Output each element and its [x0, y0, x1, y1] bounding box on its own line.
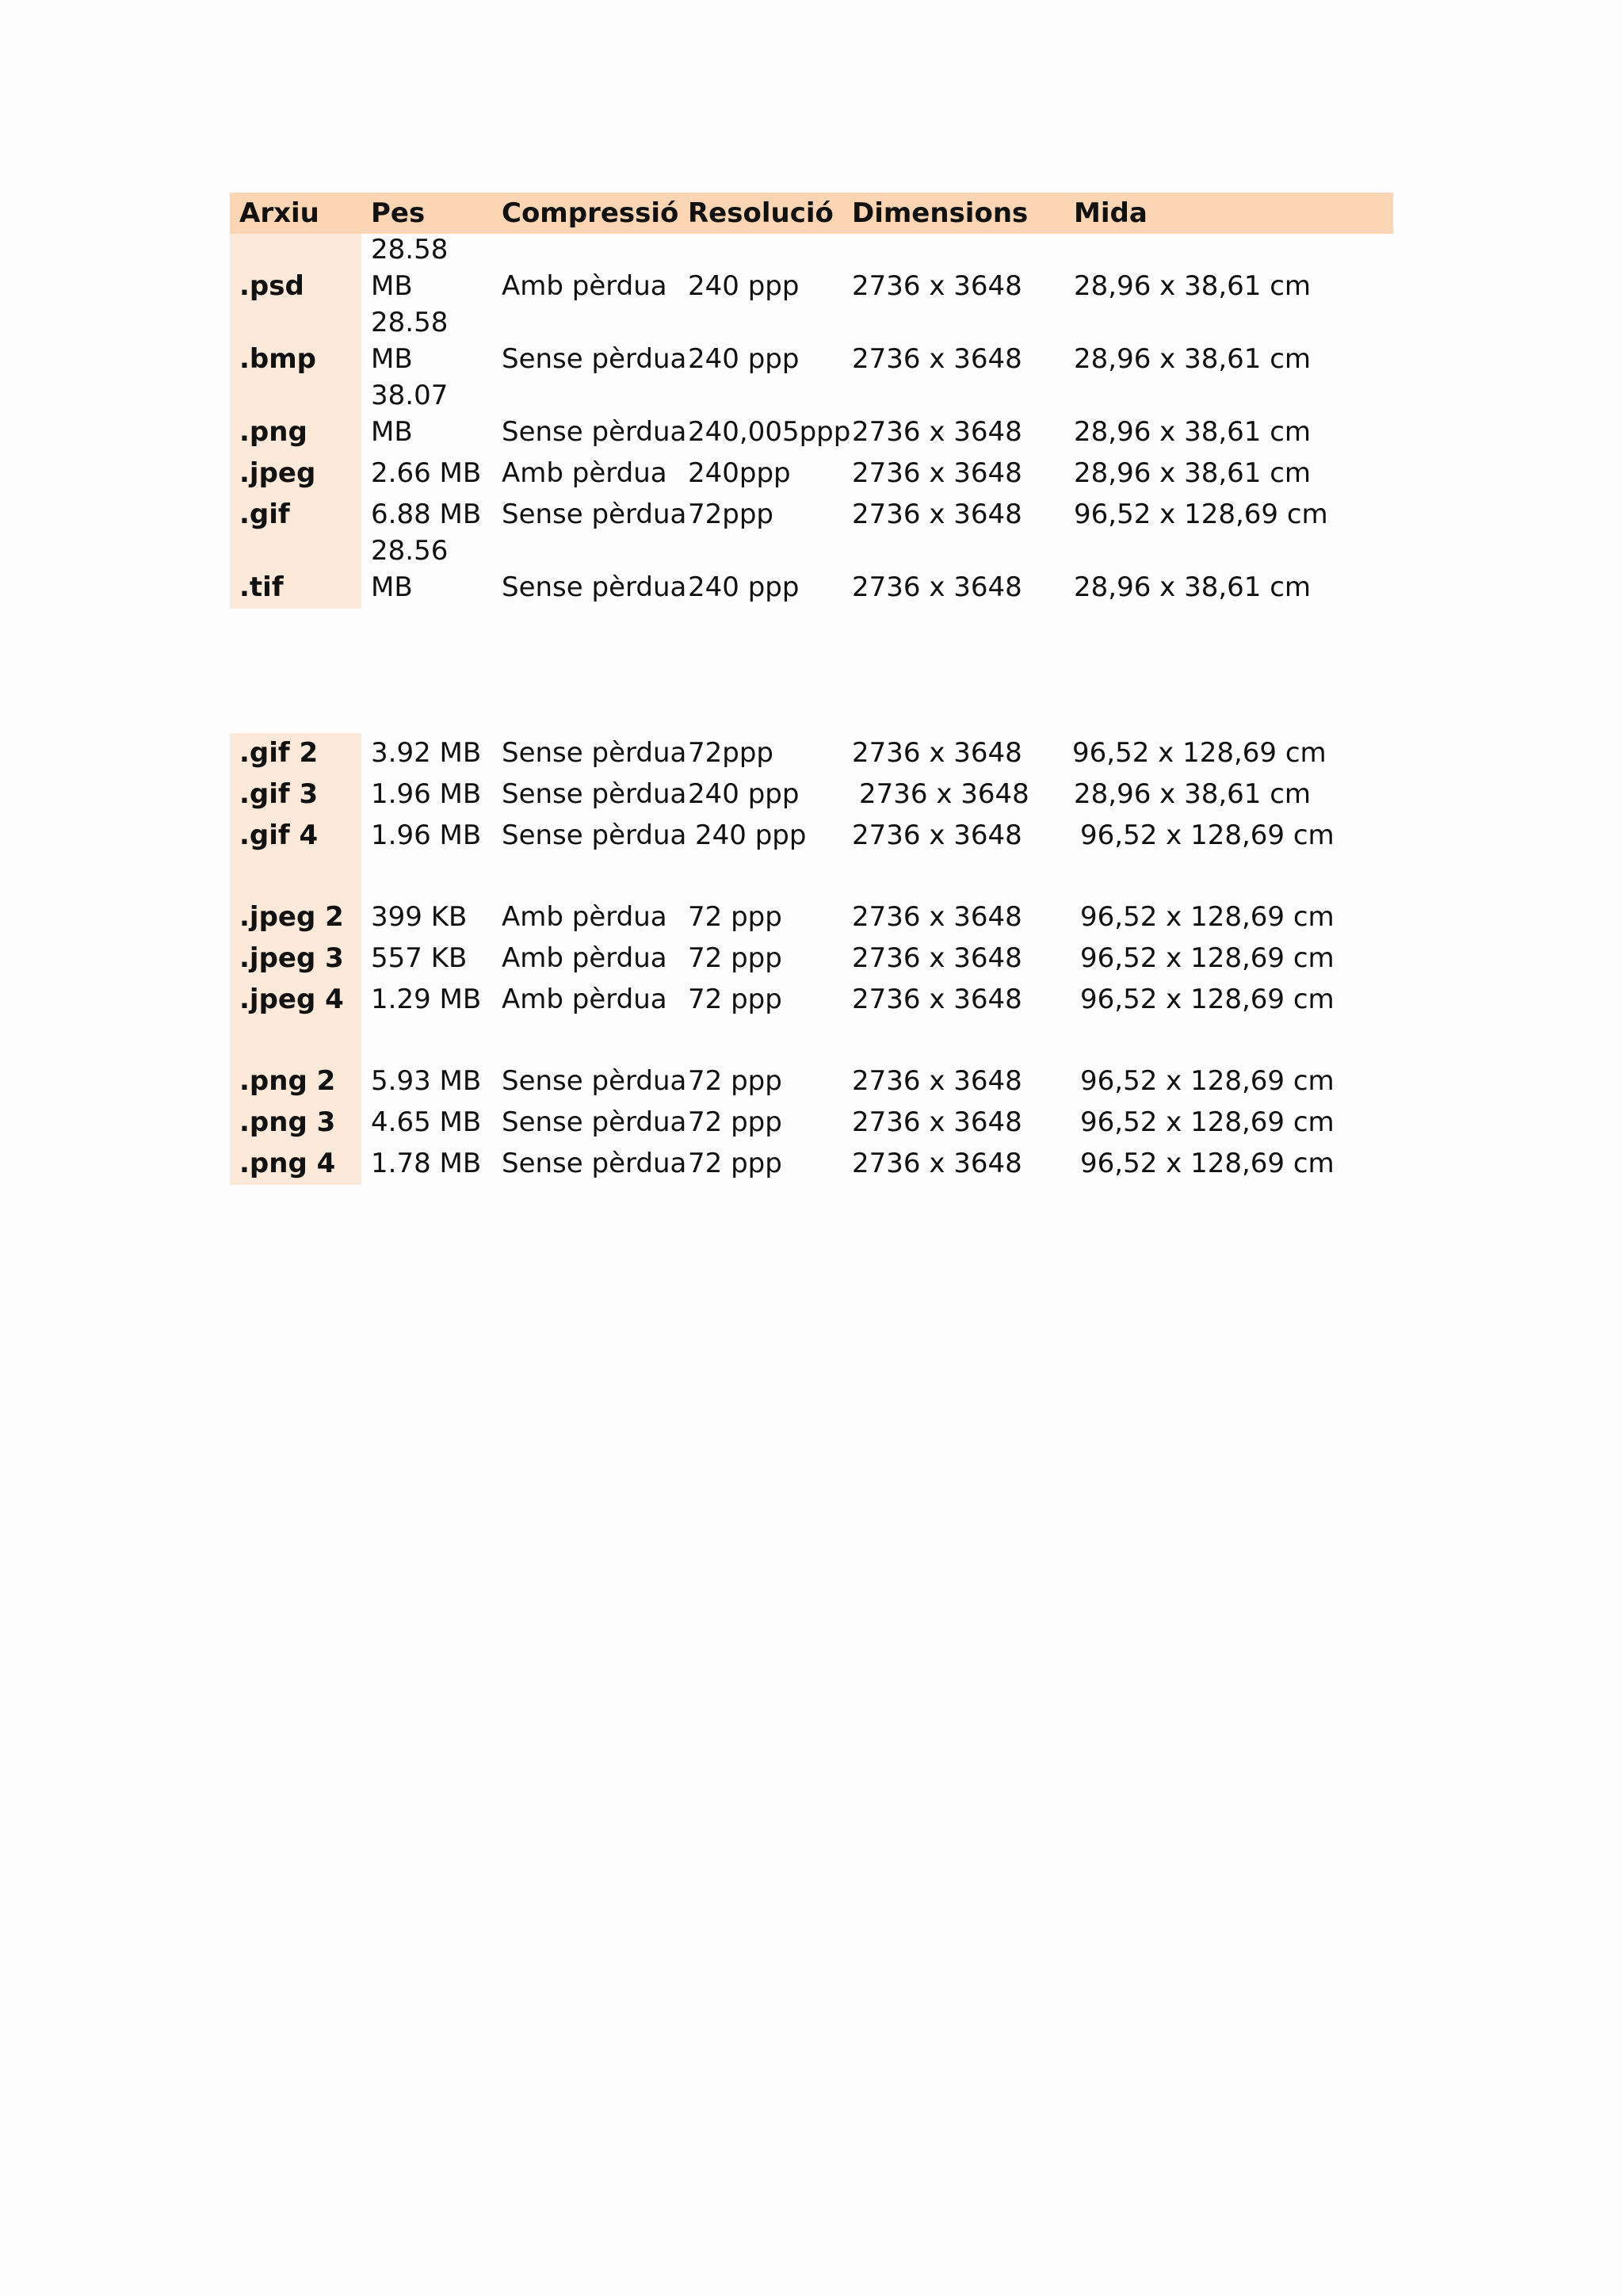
resolution-cell: 240,005ppp [688, 416, 851, 448]
file-type-cell: .gif 4 [239, 819, 319, 851]
resolution-cell: 240 ppp [688, 343, 800, 375]
mida-cell: 96,52 x 128,69 cm [1080, 819, 1335, 851]
compression-cell: Sense pèrdua [502, 778, 687, 810]
mida-cell: 96,52 x 128,69 cm [1080, 1148, 1335, 1179]
mida-cell: 28,96 x 38,61 cm [1074, 457, 1312, 489]
mida-cell: 28,96 x 38,61 cm [1074, 416, 1312, 448]
resolution-cell: 240 ppp [688, 270, 800, 302]
dimensions-cell: 2736 x 3648 [852, 737, 1022, 769]
file-type-cell: .png 4 [239, 1148, 336, 1179]
size-cell-line2: MB [371, 270, 413, 302]
compression-cell: Sense pèrdua [502, 1065, 687, 1097]
size-cell: 4.65 MB [371, 1106, 482, 1138]
dimensions-cell: 2736 x 3648 [852, 1106, 1022, 1138]
mida-cell: 96,52 x 128,69 cm [1074, 499, 1328, 530]
size-cell: 399 KB [371, 901, 468, 933]
mida-cell: 96,52 x 128,69 cm [1072, 737, 1327, 769]
compression-cell: Amb pèrdua [502, 270, 667, 302]
file-type-cell: .tif [239, 571, 284, 603]
file-type-cell: .jpeg 2 [239, 901, 344, 933]
file-type-cell: .gif [239, 499, 290, 530]
mida-cell: 28,96 x 38,61 cm [1074, 571, 1312, 603]
size-cell: 6.88 MB [371, 499, 482, 530]
size-cell: 1.96 MB [371, 778, 482, 810]
size-cell: 2.66 MB [371, 457, 482, 489]
dimensions-cell: 2736 x 3648 [852, 416, 1022, 448]
size-cell-line1: 28.58 [371, 307, 449, 338]
file-type-cell: .gif 3 [239, 778, 319, 810]
dimensions-cell: 2736 x 3648 [852, 571, 1022, 603]
resolution-cell: 72 ppp [688, 942, 782, 974]
mida-cell: 96,52 x 128,69 cm [1080, 901, 1335, 933]
size-cell: 5.93 MB [371, 1065, 482, 1097]
size-cell-line2: MB [371, 416, 413, 448]
file-type-cell: .psd [239, 270, 304, 302]
compression-cell: Sense pèrdua [502, 737, 687, 769]
compression-cell: Sense pèrdua [502, 1106, 687, 1138]
resolution-cell: 72 ppp [688, 901, 782, 933]
mida-cell: 96,52 x 128,69 cm [1080, 1106, 1335, 1138]
file-type-cell: .jpeg 4 [239, 984, 344, 1015]
header-pes: Pes [371, 197, 426, 229]
mida-cell: 96,52 x 128,69 cm [1080, 942, 1335, 974]
size-cell: 557 KB [371, 942, 468, 974]
dimensions-cell: 2736 x 3648 [852, 901, 1022, 933]
compression-cell: Sense pèrdua [502, 416, 687, 448]
compression-cell: Amb pèrdua [502, 901, 667, 933]
dimensions-cell: 2736 x 3648 [852, 942, 1022, 974]
size-cell-line2: MB [371, 343, 413, 375]
resolution-cell: 240 ppp [688, 571, 800, 603]
resolution-cell: 240ppp [688, 457, 791, 489]
resolution-cell: 72ppp [688, 737, 774, 769]
resolution-cell: 240 ppp [688, 778, 800, 810]
file-type-cell: .bmp [239, 343, 317, 375]
resolution-cell: 72 ppp [688, 1106, 782, 1138]
file-type-cell: .png 3 [239, 1106, 336, 1138]
size-cell: 3.92 MB [371, 737, 482, 769]
mida-cell: 96,52 x 128,69 cm [1080, 984, 1335, 1015]
resolution-cell: 72 ppp [688, 1148, 782, 1179]
mida-cell: 28,96 x 38,61 cm [1074, 778, 1312, 810]
compression-cell: Sense pèrdua [502, 343, 687, 375]
dimensions-cell: 2736 x 3648 [852, 457, 1022, 489]
header-mida: Mida [1074, 197, 1148, 229]
compression-cell: Amb pèrdua [502, 942, 667, 974]
file-type-cell: .png [239, 416, 307, 448]
compression-cell: Sense pèrdua [502, 1148, 687, 1179]
resolution-cell: 240 ppp [695, 819, 807, 851]
file-type-cell: .png 2 [239, 1065, 336, 1097]
size-cell: 1.96 MB [371, 819, 482, 851]
dimensions-cell: 2736 x 3648 [859, 778, 1029, 810]
header-resolucio: Resolució [688, 197, 834, 229]
file-type-cell: .jpeg [239, 457, 316, 489]
spreadsheet-table [230, 193, 1393, 1183]
compression-cell: Amb pèrdua [502, 984, 667, 1015]
dimensions-cell: 2736 x 3648 [852, 343, 1022, 375]
dimensions-cell: 2736 x 3648 [852, 1065, 1022, 1097]
resolution-cell: 72 ppp [688, 1065, 782, 1097]
header-compressio: Compressió [502, 197, 679, 229]
size-cell: 1.78 MB [371, 1148, 482, 1179]
dimensions-cell: 2736 x 3648 [852, 984, 1022, 1015]
header-arxiu: Arxiu [239, 197, 319, 229]
file-type-cell: .jpeg 3 [239, 942, 344, 974]
size-cell-line2: MB [371, 571, 413, 603]
header-dimensions: Dimensions [852, 197, 1029, 229]
dimensions-cell: 2736 x 3648 [852, 1148, 1022, 1179]
file-type-cell: .gif 2 [239, 737, 319, 769]
compression-cell: Sense pèrdua [502, 819, 687, 851]
mida-cell: 28,96 x 38,61 cm [1074, 270, 1312, 302]
size-cell-line1: 28.56 [371, 535, 449, 567]
size-cell-line1: 28.58 [371, 234, 449, 266]
dimensions-cell: 2736 x 3648 [852, 819, 1022, 851]
compression-cell: Amb pèrdua [502, 457, 667, 489]
mida-cell: 96,52 x 128,69 cm [1080, 1065, 1335, 1097]
compression-cell: Sense pèrdua [502, 499, 687, 530]
resolution-cell: 72ppp [688, 499, 774, 530]
dimensions-cell: 2736 x 3648 [852, 499, 1022, 530]
resolution-cell: 72 ppp [688, 984, 782, 1015]
size-cell-line1: 38.07 [371, 380, 449, 411]
size-cell: 1.29 MB [371, 984, 482, 1015]
dimensions-cell: 2736 x 3648 [852, 270, 1022, 302]
compression-cell: Sense pèrdua [502, 571, 687, 603]
mida-cell: 28,96 x 38,61 cm [1074, 343, 1312, 375]
